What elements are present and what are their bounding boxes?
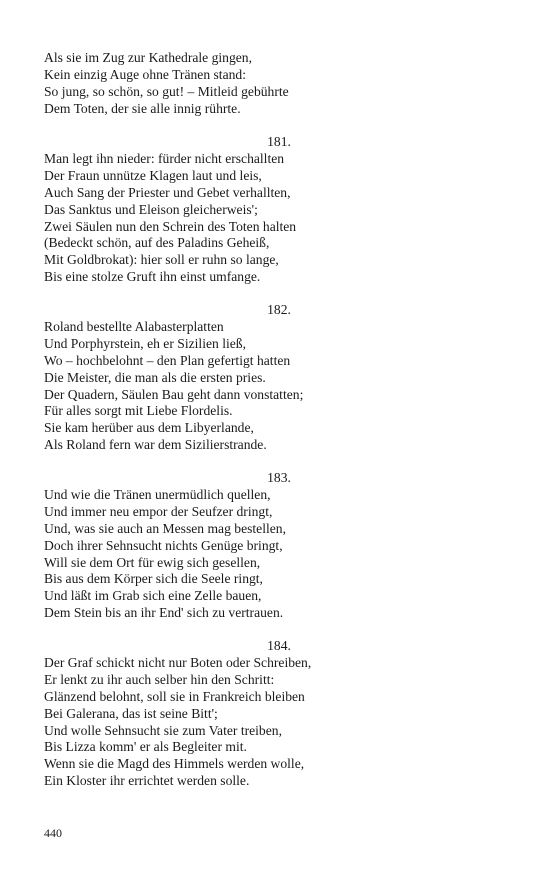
verse-line: Ein Kloster ihr errichtet werden solle. <box>44 773 250 789</box>
verse-line: Bei Galerana, das ist seine Bitt'; <box>44 705 218 721</box>
stanza-number: 184. <box>267 638 291 653</box>
verse-line: Und wolle Sehnsucht sie zum Vater treiben, <box>44 722 282 738</box>
verse-line: Doch ihrer Sehnsucht nichts Genüge bringt, <box>44 537 283 553</box>
verse-line: Sie kam herüber aus dem Libyerlande, <box>44 420 254 436</box>
verse-line: Will sie dem Ort für ewig sich gesellen, <box>44 554 261 570</box>
stanza-number: 182. <box>267 302 291 317</box>
page-number: 440 <box>44 826 62 840</box>
verse-line: Der Fraun unnütze Klagen laut und leis, <box>44 167 262 183</box>
verse-line: Der Graf schickt nicht nur Boten oder Schreiben, <box>44 654 312 670</box>
verse-line: Man legt ihn nieder: fürder nicht erschallten <box>44 150 285 166</box>
verse-line: Als Roland fern war dem Sizilierstrande. <box>44 437 267 453</box>
verse-line: Wenn sie die Magd des Himmels werden wolle, <box>44 756 305 772</box>
stanza-181 <box>44 134 514 286</box>
stanza-183 <box>44 470 514 622</box>
verse-line: Dem Toten, der sie alle innig rührte. <box>44 100 241 116</box>
verse-line: Er lenkt zu ihr auch selber hin den Schritt: <box>44 671 275 687</box>
verse-line: Mit Goldbrokat): hier soll er ruhn so lange, <box>44 252 279 268</box>
stanza-182 <box>44 302 514 454</box>
verse-line: Und läßt im Grab sich eine Zelle bauen, <box>44 588 262 604</box>
stanza-number: 183. <box>267 470 291 485</box>
verse-line: Die Meister, die man als die ersten pries. <box>44 369 266 385</box>
verse-line: Glänzend belohnt, soll sie in Frankreich bleiben <box>44 688 305 704</box>
verse-line: Bis Lizza komm' er als Begleiter mit. <box>44 739 247 755</box>
stanza-180-ending <box>44 50 514 118</box>
verse-line: (Bedeckt schön, auf des Paladins Geheiß, <box>44 235 270 251</box>
verse-line: Das Sanktus und Eleison gleicherweis'; <box>44 201 258 217</box>
verse-line: Der Quadern, Säulen Bau geht dann vonstatten; <box>44 386 304 402</box>
verse-line: So jung, so schön, so gut! – Mitleid gebührte <box>44 83 289 99</box>
verse-line: Und, was sie auch an Messen mag bestellen, <box>44 520 286 536</box>
verse-line: Als sie im Zug zur Kathedrale gingen, <box>44 50 253 65</box>
verse-line: Roland bestellte Alabasterplatten <box>44 318 224 334</box>
verse-line: Zwei Säulen nun den Schrein des Toten halten <box>44 218 297 234</box>
verse-line: Auch Sang der Priester und Gebet verhallten, <box>44 184 291 200</box>
verse-line: Für alles sorgt mit Liebe Flordelis. <box>44 403 233 419</box>
verse-line: Dem Stein bis an ihr End' sich zu vertrauen. <box>44 605 284 621</box>
verse-line: Bis eine stolze Gruft ihn einst umfange. <box>44 269 261 285</box>
verse-line: Kein einzig Auge ohne Tränen stand: <box>44 66 246 82</box>
verse-line: Wo – hochbelohnt – den Plan gefertigt hatten <box>44 352 291 368</box>
stanza-number: 181. <box>267 134 291 149</box>
verse-line: Und immer neu empor der Seufzer dringt, <box>44 503 273 519</box>
verse-line: Bis aus dem Körper sich die Seele ringt, <box>44 571 263 587</box>
verse-line: Und Porphyrstein, eh er Sizilien ließ, <box>44 335 246 351</box>
verse-line: Und wie die Tränen unermüdlich quellen, <box>44 486 271 502</box>
stanza-184 <box>44 638 514 790</box>
